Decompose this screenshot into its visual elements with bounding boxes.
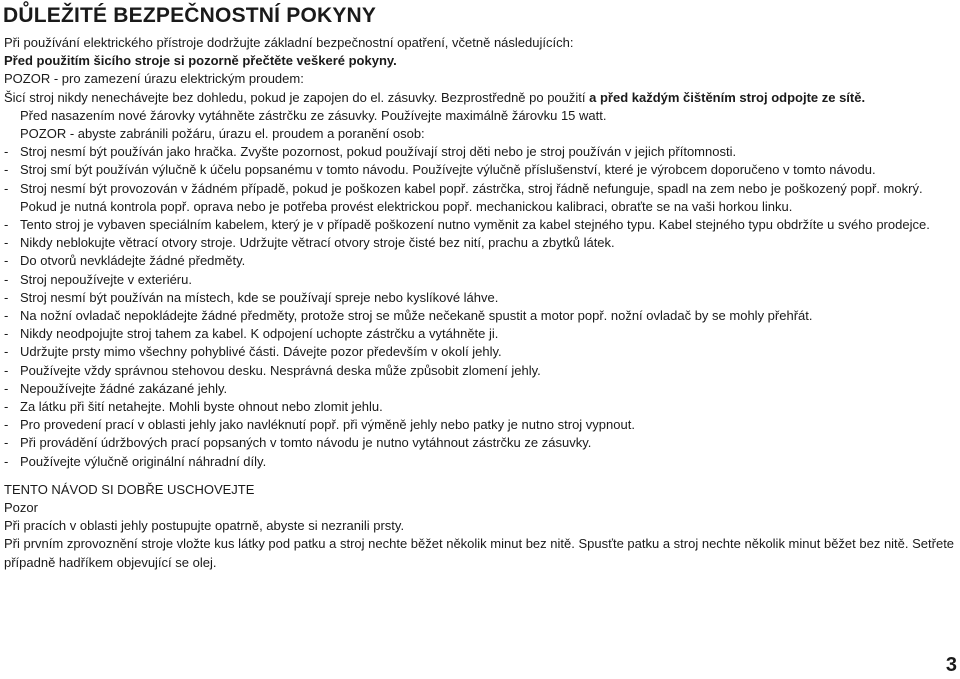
safety-text	[4, 34, 956, 572]
list-item	[4, 180, 956, 216]
list-item	[4, 216, 956, 234]
intro-line-4-regular: Šicí stroj nikdy nenechávejte bez dohledu, pokud je zapojen do el. zásuvky. Bezprostředně po použití	[4, 89, 590, 105]
bullet-dash: -	[4, 417, 9, 433]
list-item-text: Stroj nesmí být provozován v žádném případě, pokud je poškozen kabel popř. zástrčka, stroj řádně nefunguje, spadl na zem nebo je poškozený popř. mokrý. Pokud je nutná kontrola popř. oprava nebo je potřeba provést elektrickou popř. mechanickou kalibraci, obraťte se na vaši horkou linku.	[20, 180, 923, 214]
bullet-dash: -	[4, 435, 9, 451]
list-item-text: Při provádění údržbových prací popsaných v tomto návodu je nutno vytáhnout zástrčku ze zásuvky.	[20, 435, 592, 451]
safety-bullet-list	[4, 143, 956, 471]
bullet-dash: -	[4, 453, 9, 469]
bullet-dash: -	[4, 271, 9, 287]
page-number: 3	[945, 654, 957, 676]
list-item-text: Na nožní ovladač nepokládejte žádné předměty, protože stroj se může nečekaně spustit a motor popř. nožní ovladač by se mohly přehřát.	[20, 308, 813, 324]
list-item-text: Používejte výlučně originální náhradní díly.	[20, 453, 267, 469]
list-item-text: Nikdy neblokujte větrací otvory stroje. Udržujte větrací otvory stroje čisté bez nití, prachu a zbytků látek.	[20, 235, 615, 251]
section-gap	[4, 471, 956, 481]
intro-line-6: POZOR - abyste zabránili požáru, úrazu el. proudem a poranění osob:	[20, 126, 425, 142]
keep-instructions-heading: TENTO NÁVOD SI DOBŘE USCHOVEJTE	[4, 481, 255, 497]
bullet-dash: -	[4, 217, 9, 233]
list-item	[4, 325, 956, 343]
bullet-dash: -	[4, 180, 9, 196]
bullet-dash: -	[4, 326, 9, 342]
caution-paragraph-2: Při prvním zprovoznění stroje vložte kus látky pod patku a stroj nechte běžet několik minut bez nitě. Spusťte patku a stroj nechte několik minut běžet bez nitě. Setřete případně hadříkem objevující se olej.	[4, 536, 955, 570]
list-item	[4, 398, 956, 416]
list-item	[4, 143, 956, 161]
bullet-dash: -	[4, 399, 9, 415]
list-item	[4, 453, 956, 471]
page-title: DŮLEŽITÉ BEZPEČNOSTNÍ POKYNY	[3, 4, 377, 27]
list-item-text: Používejte vždy správnou stehovou desku. Nesprávná deska může způsobit zlomení jehly.	[20, 362, 541, 378]
list-item-text: Stroj smí být používán výlučně k účelu popsanému v tomto návodu. Používejte výlučně příslušenství, které je výrobcem doporučeno v tomto návodu.	[20, 162, 876, 178]
list-item	[4, 380, 956, 398]
bullet-dash: -	[4, 289, 9, 305]
bullet-dash: -	[4, 308, 9, 324]
list-item	[4, 434, 956, 452]
list-item-text: Nikdy neodpojujte stroj tahem za kabel. K odpojení uchopte zástrčku a vytáhněte ji.	[20, 326, 499, 342]
bullet-dash: -	[4, 253, 9, 269]
list-item-text: Stroj nesmí být používán jako hračka. Zvyšte pozornost, pokud používají stroj děti nebo je stroj používán v jejich přítomnosti.	[20, 144, 737, 160]
caution-label: Pozor	[4, 500, 38, 516]
intro-line-2: Před použitím šicího stroje si pozorně přečtěte veškeré pokyny.	[4, 53, 397, 69]
list-item	[4, 289, 956, 307]
list-item	[4, 271, 956, 289]
intro-line-1: Při používání elektrického přístroje dodržujte základní bezpečnostní opatření, včetně následujících:	[4, 35, 574, 50]
list-item-text: Udržujte prsty mimo všechny pohyblivé části. Dávejte pozor především v okolí jehly.	[20, 344, 502, 360]
caution-paragraph-1: Při pracích v oblasti jehly postupujte opatrně, abyste si nezranili prsty.	[4, 518, 405, 534]
bullet-dash: -	[4, 380, 9, 396]
list-item-text: Stroj nepoužívejte v exteriéru.	[20, 271, 192, 287]
list-item	[4, 161, 956, 179]
list-item-text: Nepoužívejte žádné zakázané jehly.	[20, 380, 228, 396]
list-item-text: Pro provedení prací v oblasti jehly jako navléknutí popř. při výměně jehly nebo patky je nutno stroj vypnout.	[20, 417, 635, 433]
list-item	[4, 362, 956, 380]
intro-line-4-bold: a před každým čištěním stroj odpojte ze sítě.	[589, 89, 866, 105]
intro-line-4	[4, 89, 956, 107]
list-item-text: Tento stroj je vybaven speciálním kabelem, který je v případě poškození nutno vyměnit za kabel stejného typu. Kabel stejného typu obdržíte u svého prodejce.	[20, 217, 930, 233]
list-item-text: Za látku při šití netahejte. Mohli byste ohnout nebo zlomit jehlu.	[20, 399, 383, 415]
list-item	[4, 252, 956, 270]
bullet-dash: -	[4, 162, 9, 178]
list-item	[4, 343, 956, 361]
intro-line-5: Před nasazením nové žárovky vytáhněte zástrčku ze zásuvky. Používejte maximálně žárovku 15 watt.	[20, 107, 607, 123]
bullet-dash: -	[4, 344, 9, 360]
bullet-dash: -	[4, 235, 9, 251]
list-item-text: Stroj nesmí být používán na místech, kde se používají spreje nebo kyslíkové láhve.	[20, 289, 499, 305]
list-item	[4, 307, 956, 325]
list-item	[4, 234, 956, 252]
list-item	[4, 416, 956, 434]
bullet-dash: -	[4, 144, 9, 160]
list-item-text: Do otvorů nevkládejte žádné předměty.	[20, 253, 246, 269]
intro-line-3: POZOR - pro zamezení úrazu elektrickým proudem:	[4, 71, 304, 87]
bullet-dash: -	[4, 362, 9, 378]
